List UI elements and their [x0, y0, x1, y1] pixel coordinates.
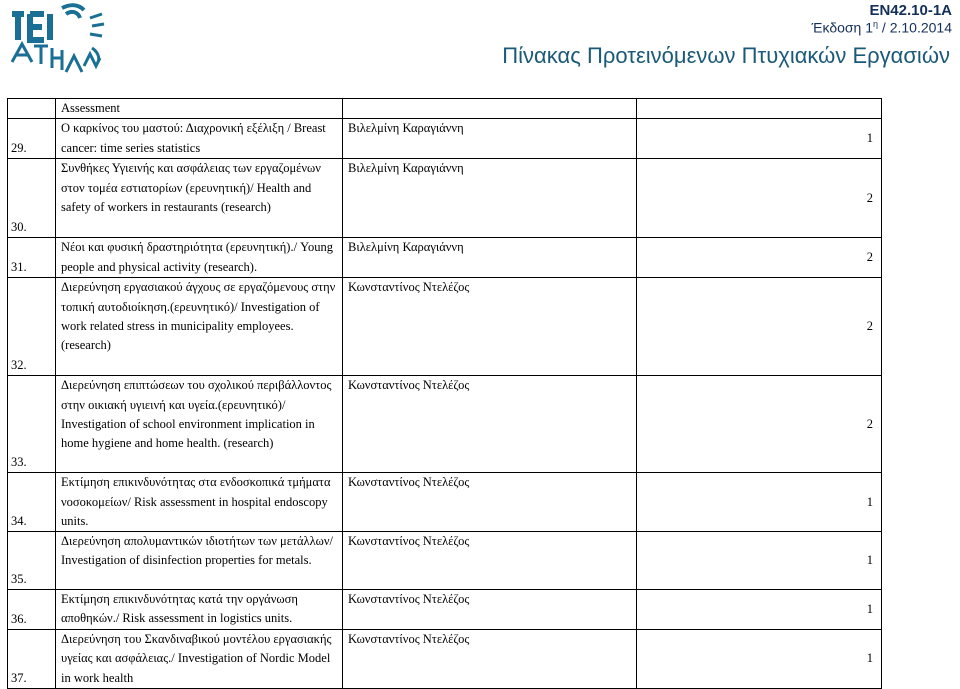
thesis-title: Διερεύνηση του Σκανδιναβικού μοντέλου εργασιακής υγείας και ασφάλειας./ Investigation of Nordic Model in work health — [56, 630, 343, 689]
student-count: 1 — [637, 119, 882, 159]
thesis-title: Νέοι και φυσική δραστηριότητα (ερευνητική)./ Young people and physical activity (research). — [56, 238, 343, 278]
table-row — [8, 590, 882, 630]
student-count: 1 — [637, 590, 882, 630]
row-number: 37. — [8, 630, 56, 689]
student-count: 2 — [637, 278, 882, 376]
supervisor: Κωνσταντίνος Ντελέζος — [343, 473, 637, 532]
supervisor: Κωνσταντίνος Ντελέζος — [343, 532, 637, 590]
student-count — [637, 99, 882, 119]
student-count: 2 — [637, 159, 882, 238]
table-row — [8, 278, 882, 376]
thesis-title: Assessment — [56, 99, 343, 119]
thesis-title: Διερεύνηση εργασιακού άγχους σε εργαζόμενους στην τοπική αυτοδιοίκηση.(ερευνητικό)/ Investigation of work related stress in municipality employees. (research) — [56, 278, 343, 376]
table-row — [8, 119, 882, 159]
table-row — [8, 99, 882, 119]
supervisor: Βιλελμίνη Καραγιάννη — [343, 159, 637, 238]
supervisor — [343, 99, 637, 119]
student-count: 2 — [637, 376, 882, 473]
supervisor: Βιλελμίνη Καραγιάννη — [343, 238, 637, 278]
student-count: 2 — [637, 238, 882, 278]
document-header — [0, 0, 960, 98]
row-number: 34. — [8, 473, 56, 532]
thesis-title: Εκτίμηση επικινδυνότητας στα ενδοσκοπικά τμήματα νοσοκομείων/ Risk assessment in hospital endoscopy units. — [56, 473, 343, 532]
thesis-title: Ο καρκίνος του μαστού: Διαχρονική εξέλιξη / Breast cancer: time series statistics — [56, 119, 343, 159]
row-number: 31. — [8, 238, 56, 278]
table-row — [8, 630, 882, 689]
row-number: 29. — [8, 119, 56, 159]
row-number: 32. — [8, 278, 56, 376]
edition-info: Έκδοση $1^\eta / 2.10.2014$ — [811, 19, 952, 36]
tei-athens-logo — [4, 0, 108, 80]
row-number: 33. — [8, 376, 56, 473]
supervisor: Κωνσταντίνος Ντελέζος — [343, 630, 637, 689]
document-code: EN42.10-1A — [869, 2, 952, 19]
student-count: 1 — [637, 473, 882, 532]
thesis-title: Συνθήκες Υγιεινής και ασφάλειας των εργαζομένων στον τομέα εστιατορίων (ερευνητική)/ Health and safety of workers in restaurants (research) — [56, 159, 343, 238]
table-row — [8, 532, 882, 590]
document-title: Πίνακας Προτεινόμενων Πτυχιακών Εργασιών — [502, 43, 950, 68]
thesis-title: Εκτίμηση επικινδυνότητας κατά την οργάνωση αποθηκών./ Risk assessment in logistics units. — [56, 590, 343, 630]
row-number: 35. — [8, 532, 56, 590]
thesis-title: Διερεύνηση απολυμαντικών ιδιοτήτων των μετάλλων/ Investigation of disinfection properties for metals. — [56, 532, 343, 590]
supervisor: Κωνσταντίνος Ντελέζος — [343, 590, 637, 630]
thesis-table — [7, 98, 882, 689]
supervisor: Βιλελμίνη Καραγιάννη — [343, 119, 637, 159]
supervisor: Κωνσταντίνος Ντελέζος — [343, 278, 637, 376]
row-number: 36. — [8, 590, 56, 630]
table-row — [8, 159, 882, 238]
thesis-title: Διερεύνηση επιπτώσεων του σχολικού περιβάλλοντος στην οικιακή υγιεινή και υγεία.(ερευνητικό)/ Investigation of school environment implication in home hygiene and home health. (research) — [56, 376, 343, 473]
row-number: 30. — [8, 159, 56, 238]
table-row — [8, 473, 882, 532]
row-number — [8, 99, 56, 119]
student-count: 1 — [637, 630, 882, 689]
student-count: 1 — [637, 532, 882, 590]
supervisor: Κωνσταντίνος Ντελέζος — [343, 376, 637, 473]
table-row — [8, 376, 882, 473]
table-row — [8, 238, 882, 278]
